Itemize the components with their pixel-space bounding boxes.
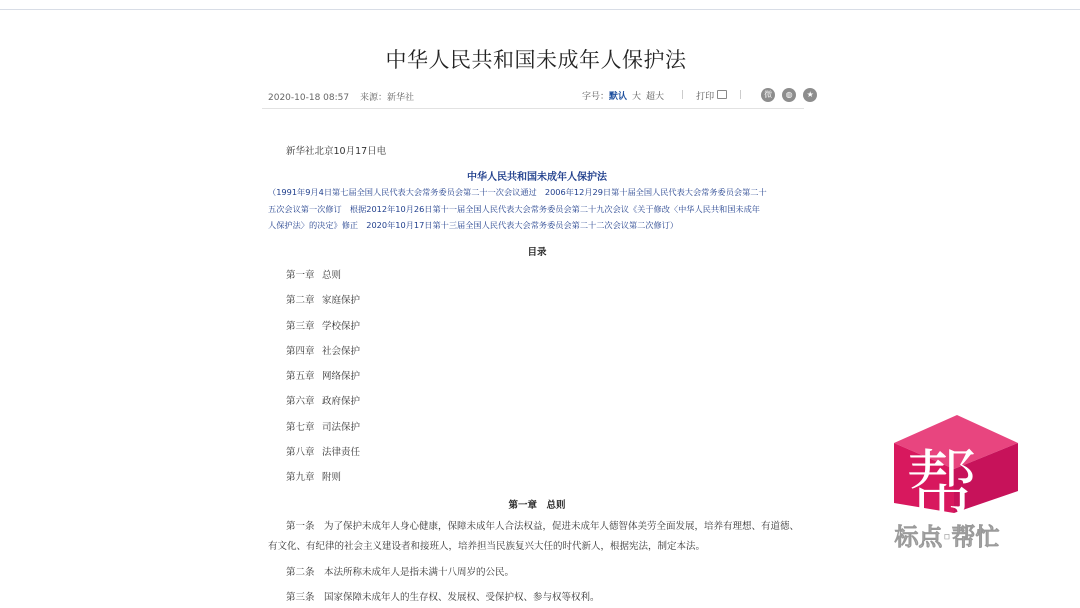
toc-item: [286, 393, 360, 418]
article-meta: [268, 90, 422, 103]
table-of-contents: [286, 267, 360, 495]
toc-chapter-number: 第三章: [286, 320, 315, 332]
star-icon[interactable]: ★: [803, 88, 817, 102]
toc-chapter-number: 第八章: [286, 447, 315, 459]
font-size-label: 字号：: [582, 91, 610, 102]
toc-item: [286, 469, 360, 494]
revision-note: [268, 184, 802, 234]
font-size-xlarge[interactable]: 超大: [646, 91, 665, 102]
printer-icon: [717, 90, 727, 99]
toc-chapter-number: 第六章: [286, 396, 315, 408]
toolbar-separator: |: [681, 90, 685, 100]
header-divider: [262, 108, 804, 109]
toolbar-separator: |: [739, 90, 743, 100]
revision-note-line: （1991年9月4日第七届全国人民代表大会常务委员会第二十一次会议通过 2006年12月29日第十届全国人民代表大会常务委员会第二十: [268, 187, 767, 197]
font-size-large[interactable]: 大: [632, 91, 642, 102]
toc-chapter-number: 第一章: [286, 270, 315, 281]
article-paragraph: 第二条 本法所称未成年人是指未满十八周岁的公民。: [286, 567, 515, 578]
toc-chapter-number: 第四章: [286, 345, 315, 357]
watermark-logo: [872, 413, 1022, 553]
revision-note-line: 人保护法〉的决定》修正 2020年10月17日第十三届全国人民代表大会常务委员会第二十二次会议第二次修订）: [268, 220, 679, 230]
chapter-heading: 第一章 总则: [508, 500, 566, 511]
toc-chapter-number: 第五章: [286, 371, 315, 383]
toc-chapter-name: 社会保护: [322, 345, 361, 357]
wechat-icon[interactable]: ◍: [782, 88, 796, 102]
toc-chapter-name: 政府保护: [322, 396, 361, 408]
toc-chapter-name: 家庭保护: [322, 295, 361, 307]
article-paragraph: 第一条 为了保护未成年人身心健康，保障未成年人合法权益，促进未成年人德智体美劳全面发展，培养有理想、有道德、有文化、有纪律的社会主义建设者和接班人，培养担当民族复兴大任的时代新人，根据宪法，制定本法。: [268, 521, 800, 552]
font-size-default[interactable]: 默认: [609, 91, 628, 102]
toc-item: [286, 318, 360, 343]
print-button[interactable]: [696, 89, 727, 102]
toc-chapter-name: 总则: [322, 270, 342, 281]
toc-item: [286, 444, 360, 469]
toc-chapter-name: 司法保护: [322, 421, 361, 433]
toc-chapter-name: 附则: [322, 472, 342, 484]
top-divider: [0, 9, 1080, 10]
article-toolbar: [582, 88, 817, 102]
toc-chapter-number: 第二章: [286, 295, 315, 307]
toc-chapter-number: 第七章: [286, 421, 315, 433]
toc-item: [286, 368, 360, 393]
logo-caption: 标点·帮忙: [894, 523, 1000, 551]
dateline: 新华社北京10月17日电: [286, 146, 387, 157]
toc-chapter-name: 法律责任: [322, 447, 361, 459]
toc-chapter-name: 学校保护: [322, 320, 361, 332]
article-source: 来源：新华社: [359, 93, 414, 103]
weibo-icon[interactable]: 微: [761, 88, 775, 102]
article-paragraph: 第三条 国家保障未成年人的生存权、发展权、受保护权、参与权等权利。: [286, 592, 600, 603]
print-label: 打印: [696, 91, 715, 102]
logo-glyph: 帮: [906, 442, 979, 526]
toc-item: [286, 419, 360, 444]
toc-item: [286, 292, 360, 317]
law-name: 中华人民共和国未成年人保护法: [467, 172, 607, 183]
toc-item: [286, 267, 360, 292]
toc-chapter-number: 第九章: [286, 472, 315, 484]
page-title: 中华人民共和国未成年人保护法: [385, 48, 687, 72]
toc-item: [286, 343, 360, 368]
toc-chapter-name: 网络保护: [322, 371, 361, 383]
revision-note-line: 五次会议第一次修订 根据2012年10月26日第十一届全国人民代表大会常务委员会第二十九次会议《关于修改〈中华人民共和国未成年: [268, 203, 760, 214]
toc-title: 目录: [527, 247, 547, 258]
publish-date: 2020-10-18 08:57: [268, 93, 350, 103]
